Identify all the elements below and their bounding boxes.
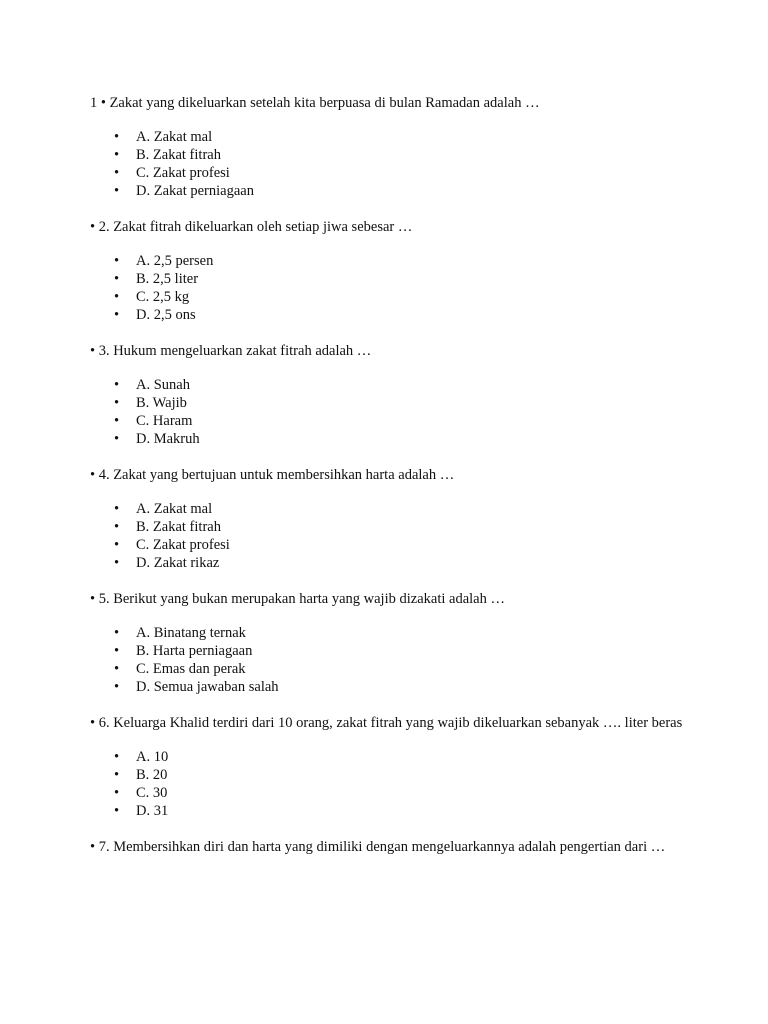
question-4 [90, 466, 690, 572]
option-b: • B. Zakat fitrah [90, 146, 690, 164]
question-7 [90, 838, 690, 856]
question-text: • 3. Hukum mengeluarkan zakat fitrah adalah … [90, 343, 372, 359]
option-d: • D. Semua jawaban salah [90, 678, 690, 696]
question-6 [90, 714, 690, 820]
option-b: • B. 2,5 liter [90, 270, 690, 288]
option-a: • A. Binatang ternak [90, 624, 690, 642]
question-2 [90, 218, 690, 324]
option-c: • C. Zakat profesi [90, 164, 690, 182]
question-5 [90, 590, 690, 696]
question-3 [90, 342, 690, 448]
option-c: • C. Haram [90, 412, 690, 430]
question-text: • 5. Berikut yang bukan merupakan harta yang wajib dizakati adalah … [90, 591, 505, 607]
answer-options [90, 500, 690, 572]
question-text: • 6. Keluarga Khalid terdiri dari 10 orang, zakat fitrah yang wajib dikeluarkan sebanyak …. liter beras [90, 715, 683, 731]
answer-options [90, 624, 690, 696]
option-d: • D. 2,5 ons [90, 306, 690, 324]
answer-options [90, 128, 690, 200]
option-a: • A. Sunah [90, 376, 690, 394]
option-b: • B. Wajib [90, 394, 690, 412]
option-a: • A. Zakat mal [90, 128, 690, 146]
quiz-document [90, 94, 690, 874]
question-1 [90, 94, 690, 200]
option-b: • B. Harta perniagaan [90, 642, 690, 660]
option-d: • D. Zakat perniagaan [90, 182, 690, 200]
option-d: • D. 31 [90, 802, 690, 820]
question-text: • 2. Zakat fitrah dikeluarkan oleh setiap jiwa sebesar … [90, 219, 413, 235]
option-c: • C. Zakat profesi [90, 536, 690, 554]
option-c: • C. Emas dan perak [90, 660, 690, 678]
option-a: • A. 10 [90, 748, 690, 766]
option-c: • C. 30 [90, 784, 690, 802]
question-text: • 4. Zakat yang bertujuan untuk membersihkan harta adalah … [90, 467, 455, 483]
option-b: • B. 20 [90, 766, 690, 784]
option-d: • D. Zakat rikaz [90, 554, 690, 572]
option-a: • A. 2,5 persen [90, 252, 690, 270]
answer-options [90, 748, 690, 820]
answer-options [90, 252, 690, 324]
option-c: • C. 2,5 kg [90, 288, 690, 306]
option-d: • D. Makruh [90, 430, 690, 448]
option-a: • A. Zakat mal [90, 500, 690, 518]
answer-options [90, 376, 690, 448]
question-text: • 7. Membersihkan diri dan harta yang dimiliki dengan mengeluarkannya adalah pengertian dari … [90, 839, 666, 855]
option-b: • B. Zakat fitrah [90, 518, 690, 536]
question-text: 1 • Zakat yang dikeluarkan setelah kita berpuasa di bulan Ramadan adalah … [90, 95, 540, 111]
